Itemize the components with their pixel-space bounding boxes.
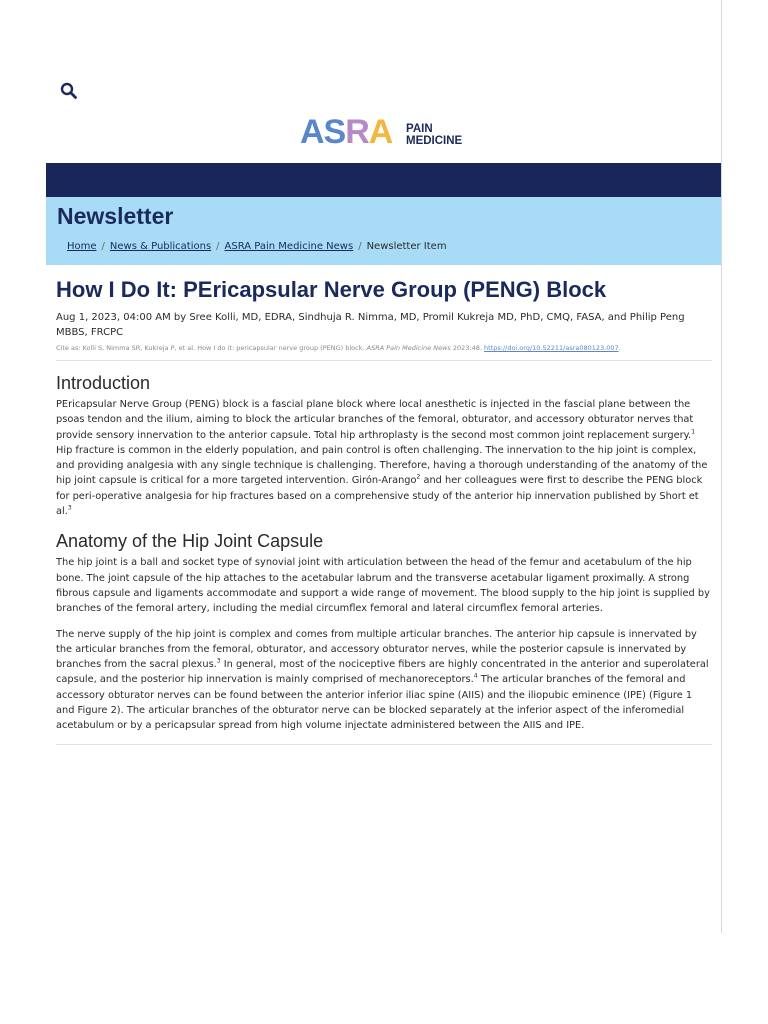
anatomy-paragraph-1: The hip joint is a ball and socket type of synovial joint with articulation between the head of the femur and acetabulum of the hip bone. The joint capsule of the hip attaches to the acetabular labrum and the transverse acetabular ligament proximally. A strong fibrous capsule and ligaments accommodate and support a wide range of movement. The blood supply to the hip joint is supplied by branches of the femoral artery, including the medial circumflex femoral and lateral circumflex femoral arteries.: [56, 557, 710, 615]
anatomy-paragraph-2: The nerve supply of the hip joint is complex and comes from multiple articular branches. The anterior hip capsule is innervated by the articular branches from the femoral, obturator, and accessory obturator nerves, while the posterior capsule is innervated by branches from the sacral plexus.$^3$ In general, most of the nociceptive fibers are highly concentrated in the anterior and superolateral capsule, and the posterior hip innervation is mainly comprised of mechanoreceptors.$^4$ The articular branches of the femoral and accessory obturator nerves can be found between the anterior inferior iliac spine (AIIS) and the iliopubic eminence (IPE) (Figure 1 and Figure 2). The articular branches of the obturator nerve can be blocked separately at the inferior aspect of the inferomedial acetabulum or by a pericapsular spread from high volume injectate administered between the AIIS and IPE.: [56, 628, 709, 732]
introduction-heading: Introduction: [56, 373, 151, 393]
divider: [56, 360, 712, 361]
page-header-banner: [46, 197, 721, 265]
introduction-paragraph: PEricapsular Nerve Group (PENG) block is a fascial plane block where local anesthetic is injected in the fascial plane between the psoas tendon and the ilium, aiming to block the articular branches of the femoral, obturator, and accessory obturator nerves that provide sensory innervation to the anterior capsule. Total hip arthroplasty is the second most common joint replacement surgery.$^1$ Hip fracture is common in the elderly population, and pain control is often challenging. The innervation to the hip joint is complex, and providing analgesia with any single technique is challenging. Therefore, having a thorough understanding of the anatomy of the hip joint capsule is critical for a more targeted intervention. Girón-Arango$^2$ and her colleagues were first to describe the PENG block for peri-operative analgesia for hip fractures based on a comprehensive study of the anterior hip innervation published by Short et al.$^3$: [56, 399, 708, 518]
article-content: [56, 272, 712, 745]
breadcrumb-news-publications-link[interactable]: News & Publications: [109, 241, 212, 252]
page-title: Newsletter: [57, 203, 174, 229]
breadcrumb-home-link[interactable]: Home: [67, 241, 97, 252]
search-button[interactable]: [60, 82, 80, 102]
introduction-section: [56, 371, 712, 519]
reference-4[interactable]: 4: [473, 673, 478, 681]
reference-1[interactable]: 1: [691, 428, 696, 436]
divider: [56, 744, 712, 745]
breadcrumb-separator: /: [358, 241, 362, 252]
main-navigation-bar: [46, 163, 721, 197]
breadcrumb: [67, 241, 447, 252]
reference-3[interactable]: 3: [67, 504, 72, 512]
breadcrumb-separator: /: [216, 241, 220, 252]
logo-subtitle: PAIN MEDICINE: [406, 123, 463, 147]
search-icon: [60, 82, 78, 100]
reference-2[interactable]: 2: [416, 474, 421, 482]
breadcrumb-asra-news-link[interactable]: ASRA Pain Medicine News: [224, 241, 354, 252]
reference-3[interactable]: 3: [216, 657, 221, 665]
logo-wordmark: ASRA: [300, 113, 393, 151]
citation: Cite as: Kolli S, Nimma SR, Kukreja P, et al. How I do it: pericapsular nerve group (PENG) block. ASRA Pain Medicine News 2023;48. https://doi.org/10.52211/asra080123.007.: [56, 344, 621, 352]
page-container: [46, 0, 722, 933]
anatomy-heading: Anatomy of the Hip Joint Capsule: [56, 531, 324, 552]
doi-link[interactable]: https://doi.org/10.52211/asra080123.007: [484, 344, 619, 352]
breadcrumb-current: Newsletter Item: [366, 241, 447, 252]
article-title: How I Do It: PEricapsular Nerve Group (PENG) Block: [56, 277, 607, 302]
article-byline: Aug 1, 2023, 04:00 AM by Sree Kolli, MD, EDRA, Sindhuja R. Nimma, MD, Promil Kukreja MD, PhD, CMQ, FASA, and Philip Peng MBBS, FRCPC: [56, 312, 685, 338]
asra-logo[interactable]: [300, 113, 472, 152]
breadcrumb-separator: /: [101, 241, 105, 252]
anatomy-section: [56, 529, 712, 733]
